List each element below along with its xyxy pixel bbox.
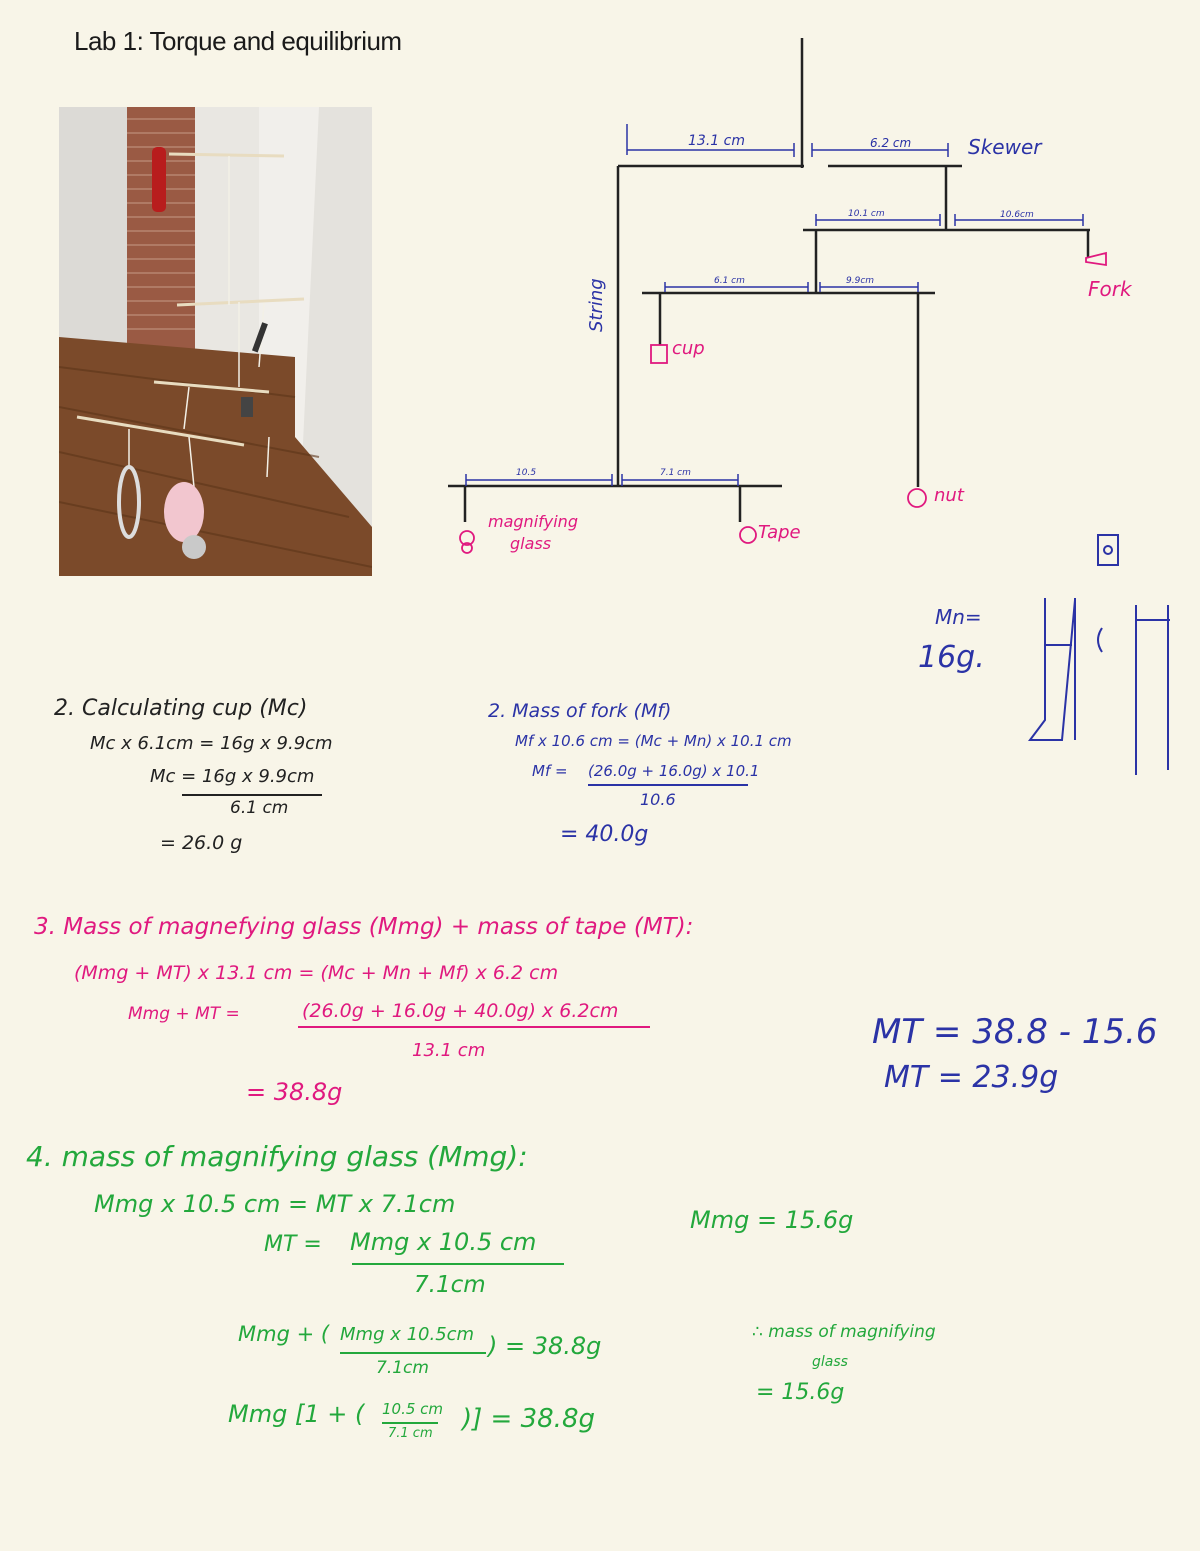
step2a-line2: Mc = 16g x 9.9cm [150,766,315,787]
step2b-fraction-bar [588,784,748,786]
step3-result: = 38.8g [246,1078,343,1106]
mt-calc-line2: MT = 23.9g [884,1060,1059,1095]
dim-10-6: 10.6cm [1000,210,1034,220]
step3-title: 3. Mass of magnefying glass (Mmg) + mass of tape (MT): [34,914,694,940]
step4-line5d: 7.1 cm [388,1426,433,1441]
step4-line4: Mmg + ( [238,1322,330,1346]
mn-label: Mn= [935,605,982,629]
magnifying-label: magnifying [488,512,578,531]
step2a-line3: 6.1 cm [230,798,289,818]
dim-13-1: 13.1 cm [688,133,745,149]
step2b-line2: Mf = [532,762,568,780]
dim-6-2: 6.2 cm [870,136,912,150]
step4-title: 4. mass of magnifying glass (Mmg): [26,1140,528,1173]
dim-9-9: 9.9cm [846,276,875,286]
step4-line5: Mmg [1 + ( [228,1400,365,1428]
cup-icon [651,345,667,363]
string-label: String [586,278,607,332]
step4-line4d: 7.1cm [376,1358,429,1378]
nut-icon [908,489,926,507]
step4-line4c: ) = 38.8g [488,1332,602,1360]
step2b-line2b: (26.0g + 16.0g) x 10.1 [588,762,760,780]
step4-line1: Mmg x 10.5 cm = MT x 7.1cm [94,1190,456,1218]
step4-line5c: )] = 38.8g [462,1404,595,1434]
tape-icon [740,527,756,543]
step4-line4b: Mmg x 10.5cm [340,1324,475,1345]
step4-line4-bar [340,1352,486,1354]
step2a-result: = 26.0 g [160,832,243,854]
page-title: Lab 1: Torque and equilibrium [74,26,402,56]
conclusion-line2: glass [812,1354,848,1370]
tape-label: Tape [758,522,801,543]
conclusion-line3: = 15.6g [756,1380,845,1405]
step4-fraction-bar [352,1263,564,1265]
skewer-label: Skewer [968,135,1042,159]
step4-line5-bar [382,1422,438,1424]
step2b-line3: 10.6 [640,790,676,809]
dim-7-1: 7.1 cm [660,468,691,478]
step4-line5b: 10.5 cm [382,1400,444,1418]
step2a-fraction-bar [182,794,322,796]
dim-10-5: 10.5 [516,468,537,478]
step2b-result: = 40.0g [560,822,649,847]
step4-line2: MT = [264,1232,322,1257]
step4-line3: 7.1cm [414,1272,486,1298]
cup-label: cup [672,338,705,359]
step3-line2b: (26.0g + 16.0g + 40.0g) x 6.2cm [302,1000,619,1022]
step3-line1: (Mmg + MT) x 13.1 cm = (Mc + Mn + Mf) x 6.2 cm [74,962,559,984]
step2a-line1: Mc x 6.1cm = 16g x 9.9cm [90,733,333,754]
mn-value: 16g. [918,640,985,675]
dim-6-1: 6.1 cm [714,276,745,286]
dim-10-1: 10.1 cm [848,209,885,219]
step3-line2: Mmg + MT = [128,1004,240,1024]
conclusion-line1: ∴ mass of magnifying [752,1322,936,1342]
glass-label: glass [510,534,552,553]
fork-label: Fork [1088,277,1132,301]
step4-line2b: Mmg x 10.5 cm [350,1228,537,1256]
step3-fraction-bar [298,1026,650,1028]
mmg-side-value: Mmg = 15.6g [690,1206,854,1234]
nut-label: nut [934,485,964,506]
step3-line3: 13.1 cm [412,1040,486,1061]
mt-calc-line1: MT = 38.8 - 15.6 [872,1012,1158,1052]
step2a-title: 2. Calculating cup (Mc) [54,696,308,721]
step2b-line1: Mf x 10.6 cm = (Mc + Mn) x 10.1 cm [515,732,792,750]
step2b-title: 2. Mass of fork (Mf) [488,700,672,722]
